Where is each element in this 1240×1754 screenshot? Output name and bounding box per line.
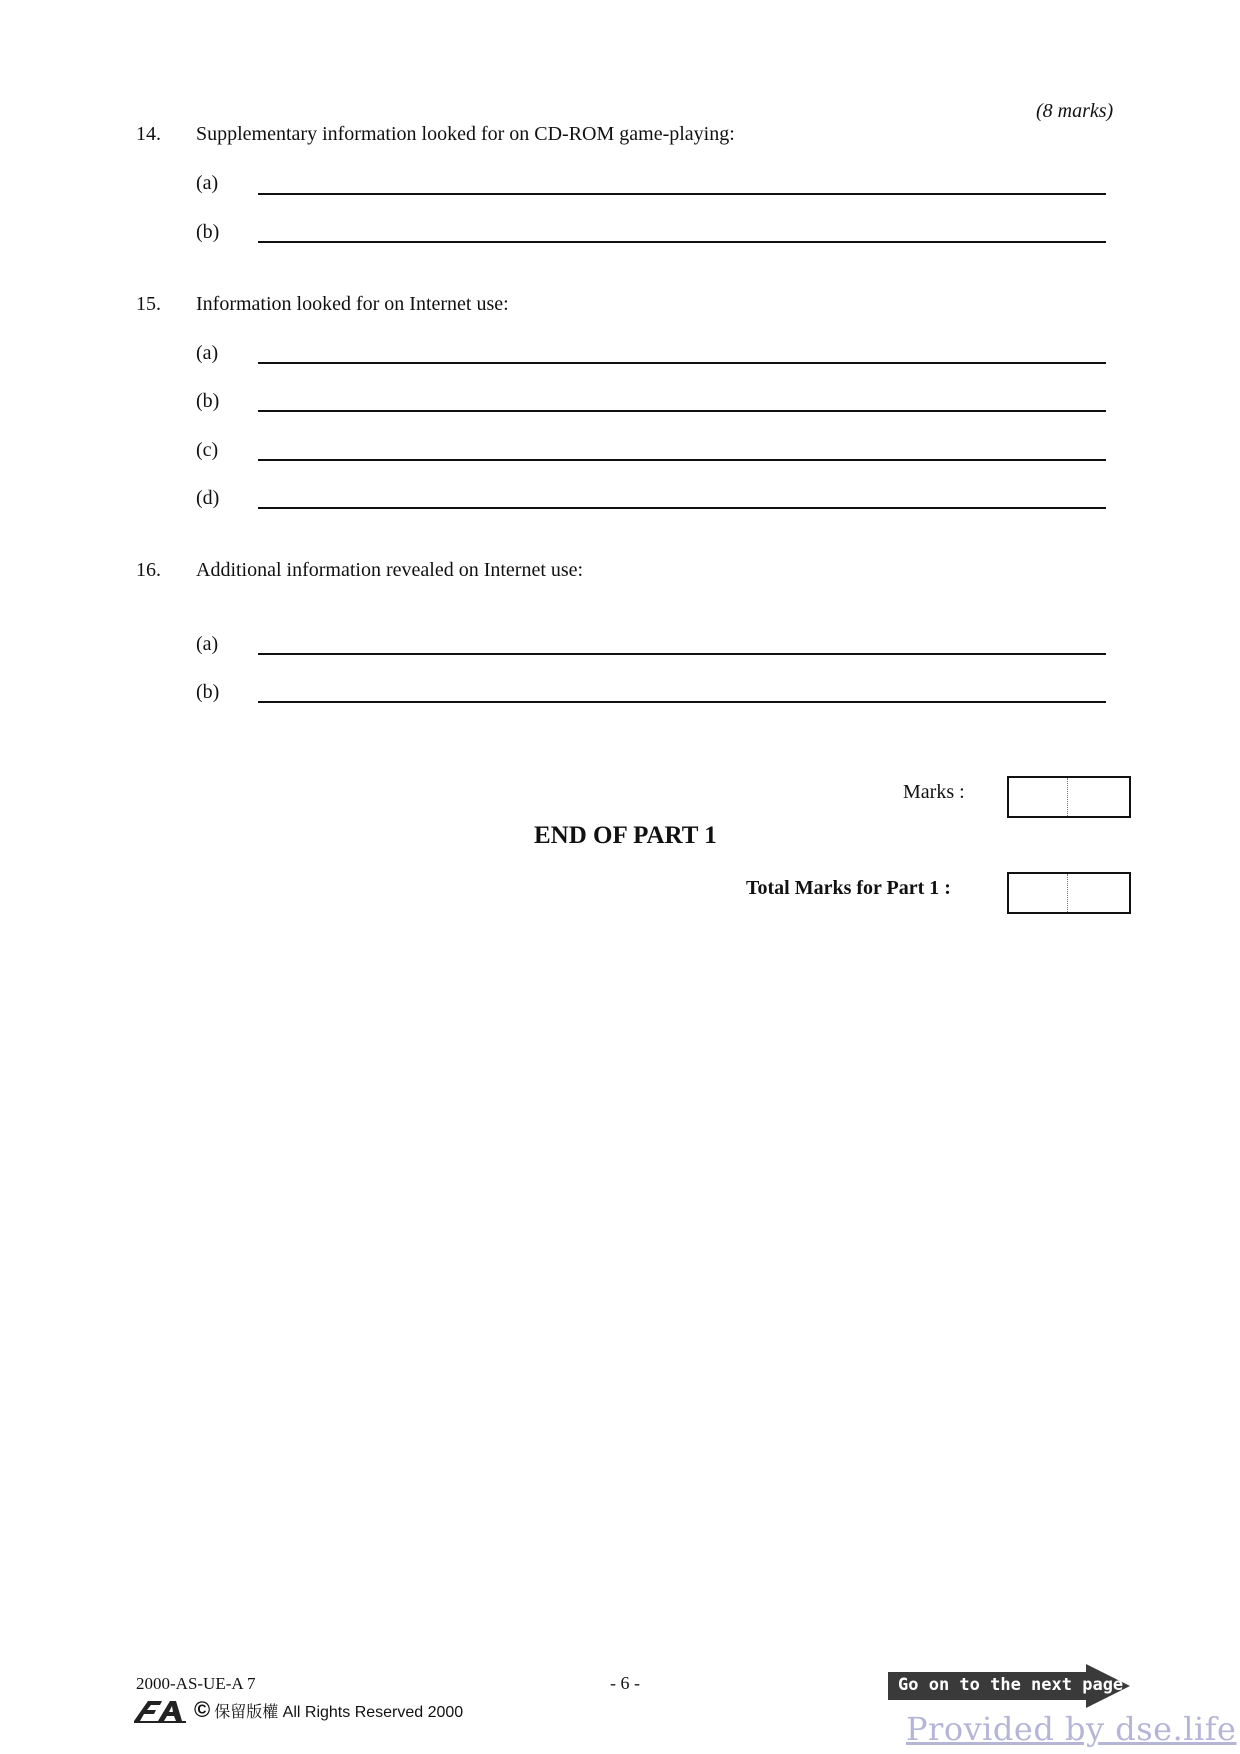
total-marks-box[interactable]	[1007, 872, 1131, 914]
part-label: (b)	[196, 681, 220, 703]
answer-line[interactable]	[258, 193, 1106, 195]
part-label: (a)	[196, 633, 219, 655]
page-number: - 6 -	[610, 1673, 640, 1693]
question-number: 15.	[136, 293, 161, 315]
next-page-label: Go on to the next page	[898, 1675, 1124, 1695]
answer-line[interactable]	[258, 241, 1106, 243]
answer-line[interactable]	[258, 507, 1106, 509]
total-marks-box-divider	[1067, 874, 1068, 912]
part-label: (d)	[196, 487, 220, 509]
marks-box-divider	[1067, 778, 1068, 816]
answer-line[interactable]	[258, 701, 1106, 703]
answer-line[interactable]	[258, 459, 1106, 461]
total-marks-label: Total Marks for Part 1 :	[746, 877, 951, 899]
part-label: (a)	[196, 172, 219, 194]
marks-box[interactable]	[1007, 776, 1131, 818]
part-label: (b)	[196, 221, 220, 243]
question-text: Information looked for on Internet use:	[196, 293, 509, 315]
paper-code: 2000-AS-UE-A 7	[136, 1674, 256, 1693]
question-text: Additional information revealed on Internet use:	[196, 559, 584, 581]
question-number: 16.	[136, 559, 161, 581]
answer-line[interactable]	[258, 410, 1106, 412]
hkea-logo	[132, 1697, 190, 1723]
copyright-line	[132, 1697, 463, 1723]
part-label: (a)	[196, 342, 219, 364]
answer-line[interactable]	[258, 362, 1106, 364]
marks-allocation-note: (8 marks)	[1036, 100, 1114, 122]
question-number: 14.	[136, 123, 161, 145]
next-page-arrow	[886, 1662, 1132, 1710]
part-label: (b)	[196, 390, 220, 412]
provided-by-link[interactable]: Provided by dse.life	[906, 1710, 1237, 1748]
marks-label: Marks :	[903, 781, 965, 803]
answer-line[interactable]	[258, 653, 1106, 655]
part-label: (c)	[196, 439, 219, 461]
copyright-icon: ©	[194, 1697, 211, 1722]
question-text: Supplementary information looked for on CD-ROM game-playing:	[196, 123, 735, 145]
end-of-part-title: END OF PART 1	[534, 822, 717, 849]
copyright-text: 保留版權 All Rights Reserved 2000	[214, 1703, 464, 1721]
